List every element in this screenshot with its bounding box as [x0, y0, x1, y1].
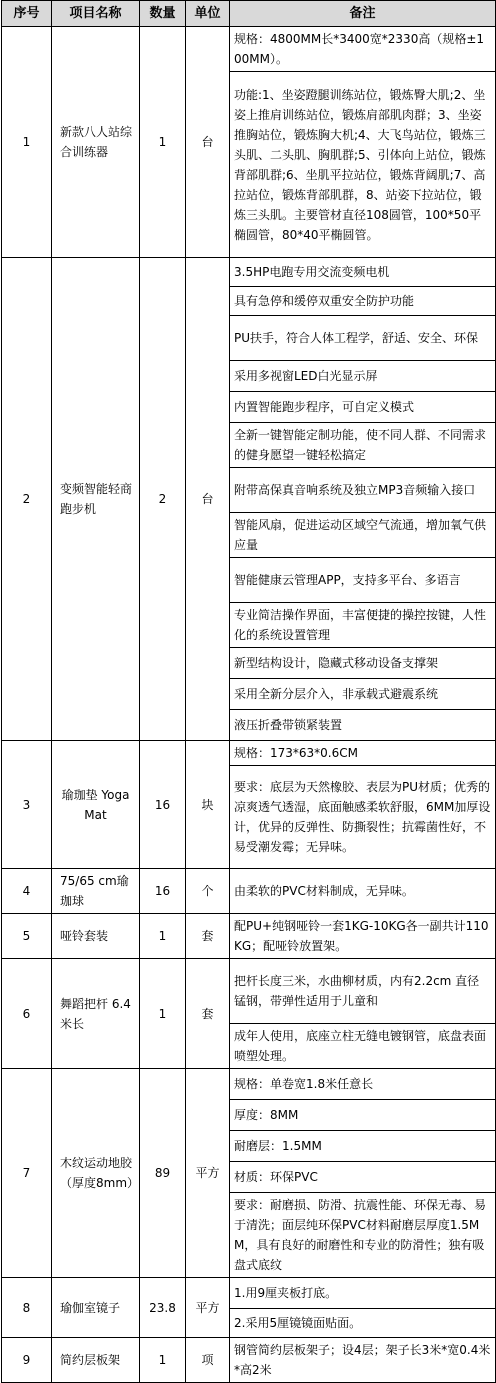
row-remark: 规格：4800MM长*3400宽*2330高（规格±100MM）。: [230, 27, 496, 72]
row-unit: 平方: [186, 1069, 230, 1278]
row-name: 瑜珈垫 Yoga Mat: [52, 741, 140, 869]
row-qty: 89: [140, 1069, 186, 1278]
table-row: [2, 741, 496, 766]
header-no: 序号: [2, 1, 52, 27]
row-remark: 具有急停和缓停双重安全防护功能: [230, 287, 496, 316]
row-unit: 项: [186, 1338, 230, 1383]
table-row: [2, 27, 496, 72]
table-row: [2, 1278, 496, 1309]
row-qty: 23.8: [140, 1278, 186, 1338]
row-name: 新款八人站综合训练器: [52, 27, 140, 258]
row-qty: 2: [140, 258, 186, 741]
row-remark: 新型结构设计，隐藏式移动设备支撑架: [230, 648, 496, 679]
row-no: 1: [2, 27, 52, 258]
row-name: 变频智能轻商跑步机: [52, 258, 140, 741]
row-remark: 成年人使用，底座立柱无缝电镀钢管，底盘表面喷塑处理。: [230, 1024, 496, 1069]
row-remark: 智能健康云管理APP，支持多平台、多语言: [230, 558, 496, 603]
header-qty: 数量: [140, 1, 186, 27]
row-no: 5: [2, 914, 52, 959]
row-qty: 1: [140, 27, 186, 258]
row-qty: 1: [140, 1338, 186, 1383]
row-unit: 台: [186, 27, 230, 258]
header-name: 项目名称: [52, 1, 140, 27]
row-no: 9: [2, 1338, 52, 1383]
row-unit: 个: [186, 869, 230, 914]
row-name: 舞蹈把杆 6.4米长: [52, 959, 140, 1069]
row-unit: 块: [186, 741, 230, 869]
row-remark: 1.用9厘夹板打底。: [230, 1278, 496, 1309]
row-remark: 厚度：8MM: [230, 1100, 496, 1131]
row-remark: 钢管简约层板架子；设4层；架子长3米*宽0.4米*高2米: [230, 1338, 496, 1383]
row-remark: 液压折叠带锁紧装置: [230, 710, 496, 741]
row-name: 瑜伽室镜子: [52, 1278, 140, 1338]
row-remark: 2.采用5厘镜镜面贴面。: [230, 1309, 496, 1338]
row-remark: PU扶手，符合人体工程学，舒适、安全、环保: [230, 316, 496, 361]
row-remark: 采用多视窗LED白光显示屏: [230, 361, 496, 392]
equipment-table: [1, 0, 496, 1383]
row-remark: 3.5HP电跑专用交流变频电机: [230, 258, 496, 287]
row-remark: 由柔软的PVC材料制成，无异味。: [230, 869, 496, 914]
row-remark: 把杆长度三米，水曲柳材质，内有2.2cm 直径锰钢，带弹性适用于儿童和: [230, 959, 496, 1024]
row-no: 3: [2, 741, 52, 869]
table-row: [2, 869, 496, 914]
row-unit: 台: [186, 258, 230, 741]
row-remark: 内置智能跑步程序，可自定义模式: [230, 392, 496, 423]
row-name: 75/65 cm瑜珈球: [52, 869, 140, 914]
table-row: [2, 914, 496, 959]
row-qty: 1: [140, 959, 186, 1069]
row-name: 木纹运动地胶（厚度8mm）: [52, 1069, 140, 1278]
row-no: 2: [2, 258, 52, 741]
row-remark: 要求：底层为天然橡胶、表层为PU材质；优秀的凉爽透气透湿，底面触感柔软舒服，6MM加厚设计，优异的反弹性、防撕裂性；抗霉菌性好，不易受潮发霉；无异味。: [230, 766, 496, 869]
row-remark: 智能风扇，促进运动区域空气流通，增加氧气供应量: [230, 513, 496, 558]
row-remark: 功能:1、坐姿蹬腿训练站位，锻炼臀大肌;2、坐姿上推肩训练站位，锻炼肩部肌肉群；3、坐姿推胸站位，锻炼胸大机;4、大飞鸟站位，锻炼三头肌、二头肌、胸肌群;5、引体向上站位，锻炼背部肌群;6、坐肌平拉站位，锻炼背阔肌;7、高拉站位，锻炼背部肌群，8、站姿下拉站位，锻炼三头肌。主要管材直径108圆管，100*50平椭圆管，80*40平椭圆管。: [230, 72, 496, 258]
header-remarks: 备注: [230, 1, 496, 27]
row-remark: 全新一键智能定制功能，使不同人群、不同需求的健身愿望一键轻松搞定: [230, 423, 496, 468]
row-no: 4: [2, 869, 52, 914]
row-name: 哑铃套装: [52, 914, 140, 959]
table-row: [2, 1338, 496, 1383]
row-unit: 套: [186, 959, 230, 1069]
table-row: [2, 258, 496, 287]
row-remark: 规格：173*63*0.6CM: [230, 741, 496, 766]
row-qty: 16: [140, 869, 186, 914]
row-remark: 配PU+纯钢哑铃一套1KG-10KG各一副共计110KG；配哑铃放置架。: [230, 914, 496, 959]
row-qty: 1: [140, 914, 186, 959]
row-no: 6: [2, 959, 52, 1069]
table-row: [2, 959, 496, 1024]
row-remark: 附带高保真音响系统及独立MP3音频输入接口: [230, 468, 496, 513]
row-remark: 材质：环保PVC: [230, 1162, 496, 1193]
row-no: 7: [2, 1069, 52, 1278]
row-remark: 专业简洁操作界面，丰富便捷的操控按键，人性化的系统设置管理: [230, 603, 496, 648]
row-unit: 平方: [186, 1278, 230, 1338]
row-remark: 要求：耐磨损、防滑、抗震性能、环保无毒、易于清洗；面层纯环保PVC材料耐磨层厚度1.5MM，具有良好的耐磨性和专业的防滑性；独有吸盘式底纹: [230, 1193, 496, 1278]
row-qty: 16: [140, 741, 186, 869]
header-unit: 单位: [186, 1, 230, 27]
header-row: [2, 1, 496, 27]
row-no: 8: [2, 1278, 52, 1338]
row-remark: 耐磨层：1.5MM: [230, 1131, 496, 1162]
row-unit: 套: [186, 914, 230, 959]
row-name: 简约层板架: [52, 1338, 140, 1383]
row-remark: 采用全新分层介入，非承载式避震系统: [230, 679, 496, 710]
row-remark: 规格：单卷宽1.8米任意长: [230, 1069, 496, 1100]
table-row: [2, 1069, 496, 1100]
